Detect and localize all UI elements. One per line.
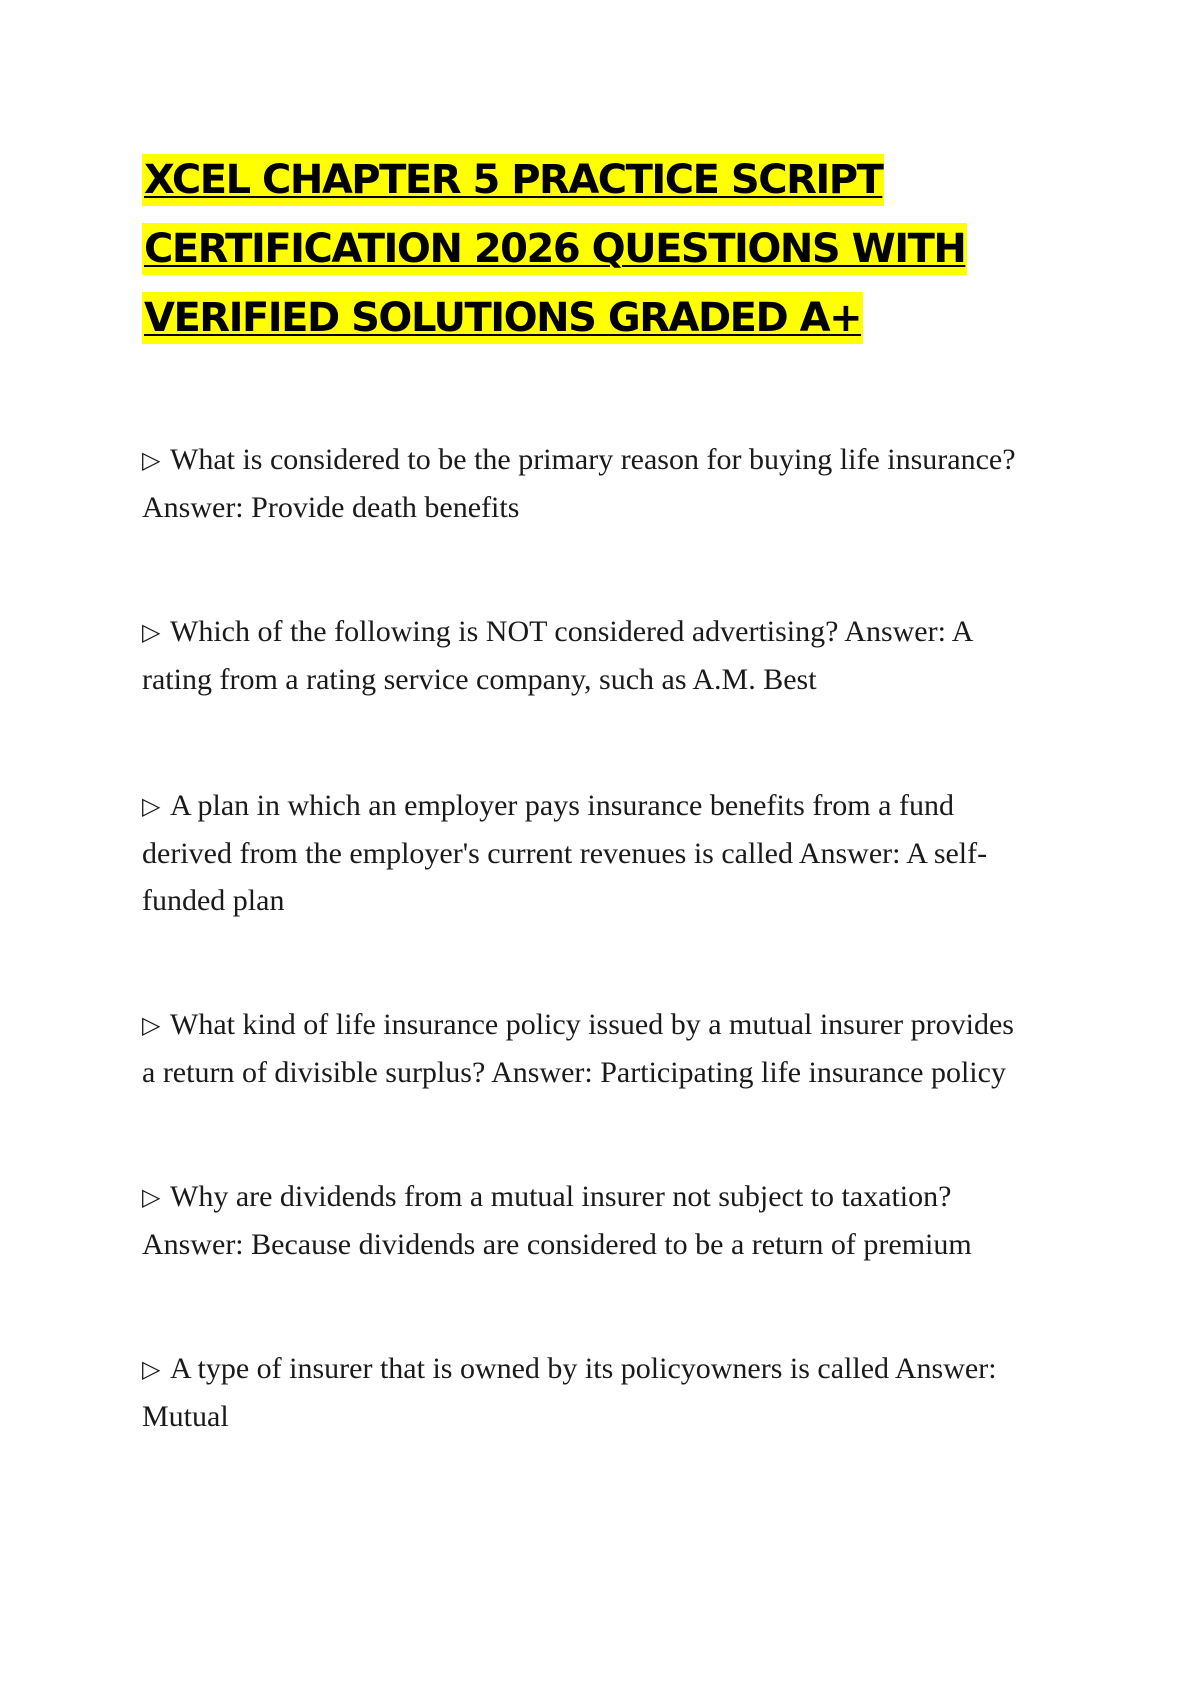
- title-line-1: XCEL CHAPTER 5 PRACTICE SCRIPT: [142, 154, 884, 206]
- qa-item-4: [142, 1001, 1072, 1096]
- qa-item-3-line-3: funded plan: [142, 884, 285, 917]
- qa-item-1-line-2: Answer: Provide death benefits: [142, 491, 520, 524]
- question-text: A plan in which an employer pays insurance benefits from a fund: [170, 789, 954, 822]
- title-line-2: CERTIFICATION 2026 QUESTIONS WITH: [142, 223, 967, 275]
- triangle-bullet-icon: ▷: [142, 618, 161, 646]
- qa-item-5-line-2: Answer: Because dividends are considered to be a return of premium: [142, 1228, 972, 1261]
- qa-item-4-line-2: a return of divisible surplus? Answer: Participating life insurance policy: [142, 1056, 1006, 1089]
- title-line-3: VERIFIED SOLUTIONS GRADED A+: [142, 292, 863, 344]
- question-text: What is considered to be the primary reason for buying life insurance?: [170, 443, 1016, 476]
- qa-item-2-line-2: rating from a rating service company, such as A.M. Best: [142, 663, 817, 696]
- qa-item-1: [142, 436, 1072, 531]
- qa-item-2-line-1: [142, 608, 1072, 656]
- qa-item-3-line-1: [142, 782, 1072, 830]
- qa-item-3: [142, 782, 1072, 924]
- triangle-bullet-icon: ▷: [142, 792, 161, 820]
- question-text: A type of insurer that is owned by its policyowners is called Answer:: [170, 1352, 997, 1385]
- document-title: [142, 154, 1062, 361]
- qa-item-6: [142, 1345, 1072, 1440]
- triangle-bullet-icon: ▷: [142, 446, 161, 474]
- qa-item-3-line-2: derived from the employer's current revenues is called Answer: A self-: [142, 837, 988, 870]
- question-text: What kind of life insurance policy issued by a mutual insurer provides: [170, 1008, 1014, 1041]
- qa-item-1-line-1: [142, 436, 1072, 484]
- question-text: Which of the following is NOT considered advertising? Answer: A: [170, 615, 974, 648]
- qa-item-6-line-1: [142, 1345, 1072, 1393]
- triangle-bullet-icon: ▷: [142, 1011, 161, 1039]
- qa-item-4-line-1: [142, 1001, 1072, 1049]
- qa-item-5: [142, 1173, 1072, 1268]
- triangle-bullet-icon: ▷: [142, 1183, 161, 1211]
- triangle-bullet-icon: ▷: [142, 1355, 161, 1383]
- qa-item-6-line-2: Mutual: [142, 1400, 229, 1433]
- qa-item-2: [142, 608, 1072, 703]
- question-text: Why are dividends from a mutual insurer not subject to taxation?: [170, 1180, 952, 1213]
- qa-item-5-line-1: [142, 1173, 1072, 1221]
